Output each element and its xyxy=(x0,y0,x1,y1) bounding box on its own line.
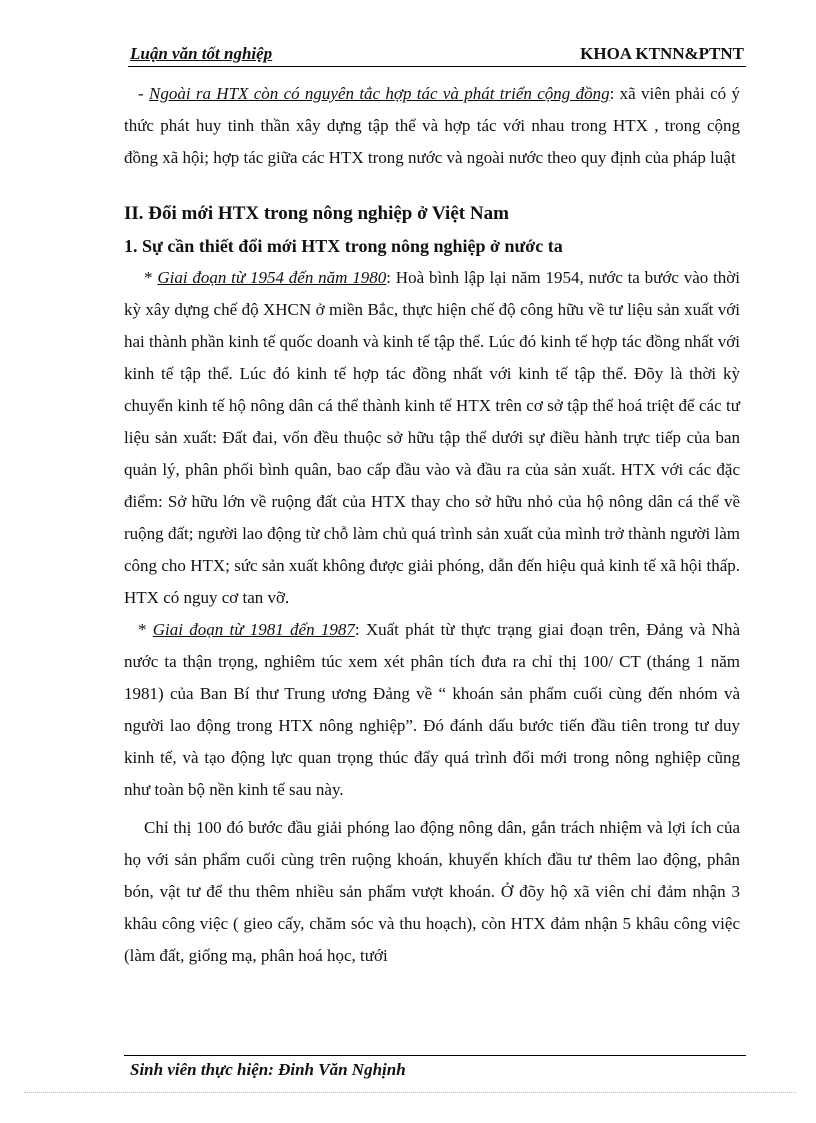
page-footer-author: Sinh viên thực hiện: Đinh Văn Nghịnh xyxy=(130,1060,406,1079)
bullet-asterisk: * xyxy=(144,268,158,287)
section-heading: II. Đổi mới HTX trong nông nghiệp ở Việt Nam xyxy=(124,203,509,224)
paragraph-directive-100: Chỉ thị 100 đó bước đầu giải phóng lao động nông dân, gắn trách nhiệm và lợi ích của họ với sản phẩm cuối cùng trên ruộng khoán, khuyến khích đầu tư thêm lao động, phân bón, vật tư để thu thêm nhiều sản phẩm vượt khoán. Ở đõy hộ xã viên chỉ đảm nhận 3 khâu công việc ( gieo cấy, chăm sóc và thu hoạch), còn HTX đảm nhận 5 khâu công việc (làm đất, giống mạ, phân hoá học, tưới xyxy=(124,818,740,965)
subsection-heading: 1. Sự cần thiết đổi mới HTX trong nông nghiệp ở nước ta xyxy=(124,236,563,256)
header-faculty-label: KHOA KTNN&PTNT xyxy=(580,44,744,63)
period-label: Giai đoạn từ 1954 đến năm 1980 xyxy=(157,268,387,287)
paragraph-community-cooperation xyxy=(124,78,740,174)
bullet-asterisk: * xyxy=(138,620,153,639)
page-bottom-dotted-line xyxy=(24,1092,796,1093)
paragraph-italic-lead: Ngoài ra HTX còn có nguyên tắc hợp tác và phát triển cộng đồng xyxy=(148,84,610,103)
footer-rule xyxy=(124,1055,746,1056)
paragraph-text: : Hoà bình lập lại năm 1954, nước ta bước vào thời kỳ xây dựng chế độ XHCN ở miền Bắc, thực hiện chế độ công hữu về tư liệu sản xuất với hai thành phần kinh tế quốc doanh và kinh tế tập thể. Lúc đó kinh tế hợp tác đồng nhất với kinh tế tập thể. Lúc đó kinh tế hợp tác đồng nhất với kinh tế tập thể. Đõy là thời kỳ chuyển kinh tế hộ nông dân cá thể thành kinh tế HTX trên cơ sở tập thể hoá triệt để các tư liệu sản xuất: Đất đai, vốn đều thuộc sở hữu tập thể dưới sự điều hành trực tiếp của ban quản lý, phân phối bình quân, bao cấp đầu vào và đầu ra của sản xuất. HTX với các đặc điểm: Sở hữu lớn về ruộng đất của HTX thay cho sở hữu nhỏ của hộ nông dân cá thể về ruộng đất; người lao động từ chỗ làm chủ quá trình sản xuất của mình trở thành người làm công cho HTX; sức sản xuất không được giải phóng, dẫn đến hiệu quả kinh tế xã hội thấp. HTX có nguy cơ tan vỡ. xyxy=(124,268,741,607)
paragraph-text: : Xuất phát từ thực trạng giai đoạn trên, Đảng và Nhà nước ta thận trọng, nghiêm túc xem xét phân tích đưa ra chỉ thị 100/ CT (tháng 1 năm 1981) của Ban Bí thư Trung ương Đảng về “ khoán sản phẩm cuối cùng đến nhóm và người lao động trong HTX nông nghiệp”. Đó đánh dấu bước tiến đầu tiên trong tư duy kinh tế, và tạo động lực quan trọng thúc đẩy quá trình đổi mới trong nông nghiệp cũng như toàn bộ nền kinh tế sau này. xyxy=(124,620,741,799)
header-thesis-label: Luận văn tốt nghiệp xyxy=(130,44,273,63)
period-label: Giai đoạn từ 1981 đến 1987 xyxy=(152,620,355,639)
page-header xyxy=(128,44,746,67)
document-body xyxy=(124,78,740,972)
bullet-dash: - xyxy=(138,84,149,103)
paragraph-text: : xã viên phải có ý thức phát huy tinh thần xây dựng tập thể và hợp tác với nhau trong HTX , trong cộng đồng xã hội; hợp tác giữa các HTX trong nước và ngoài nước theo quy định của pháp luật xyxy=(124,84,740,167)
paragraph-period-1981-1987 xyxy=(124,614,740,806)
paragraph-period-1954-1980 xyxy=(124,262,740,614)
